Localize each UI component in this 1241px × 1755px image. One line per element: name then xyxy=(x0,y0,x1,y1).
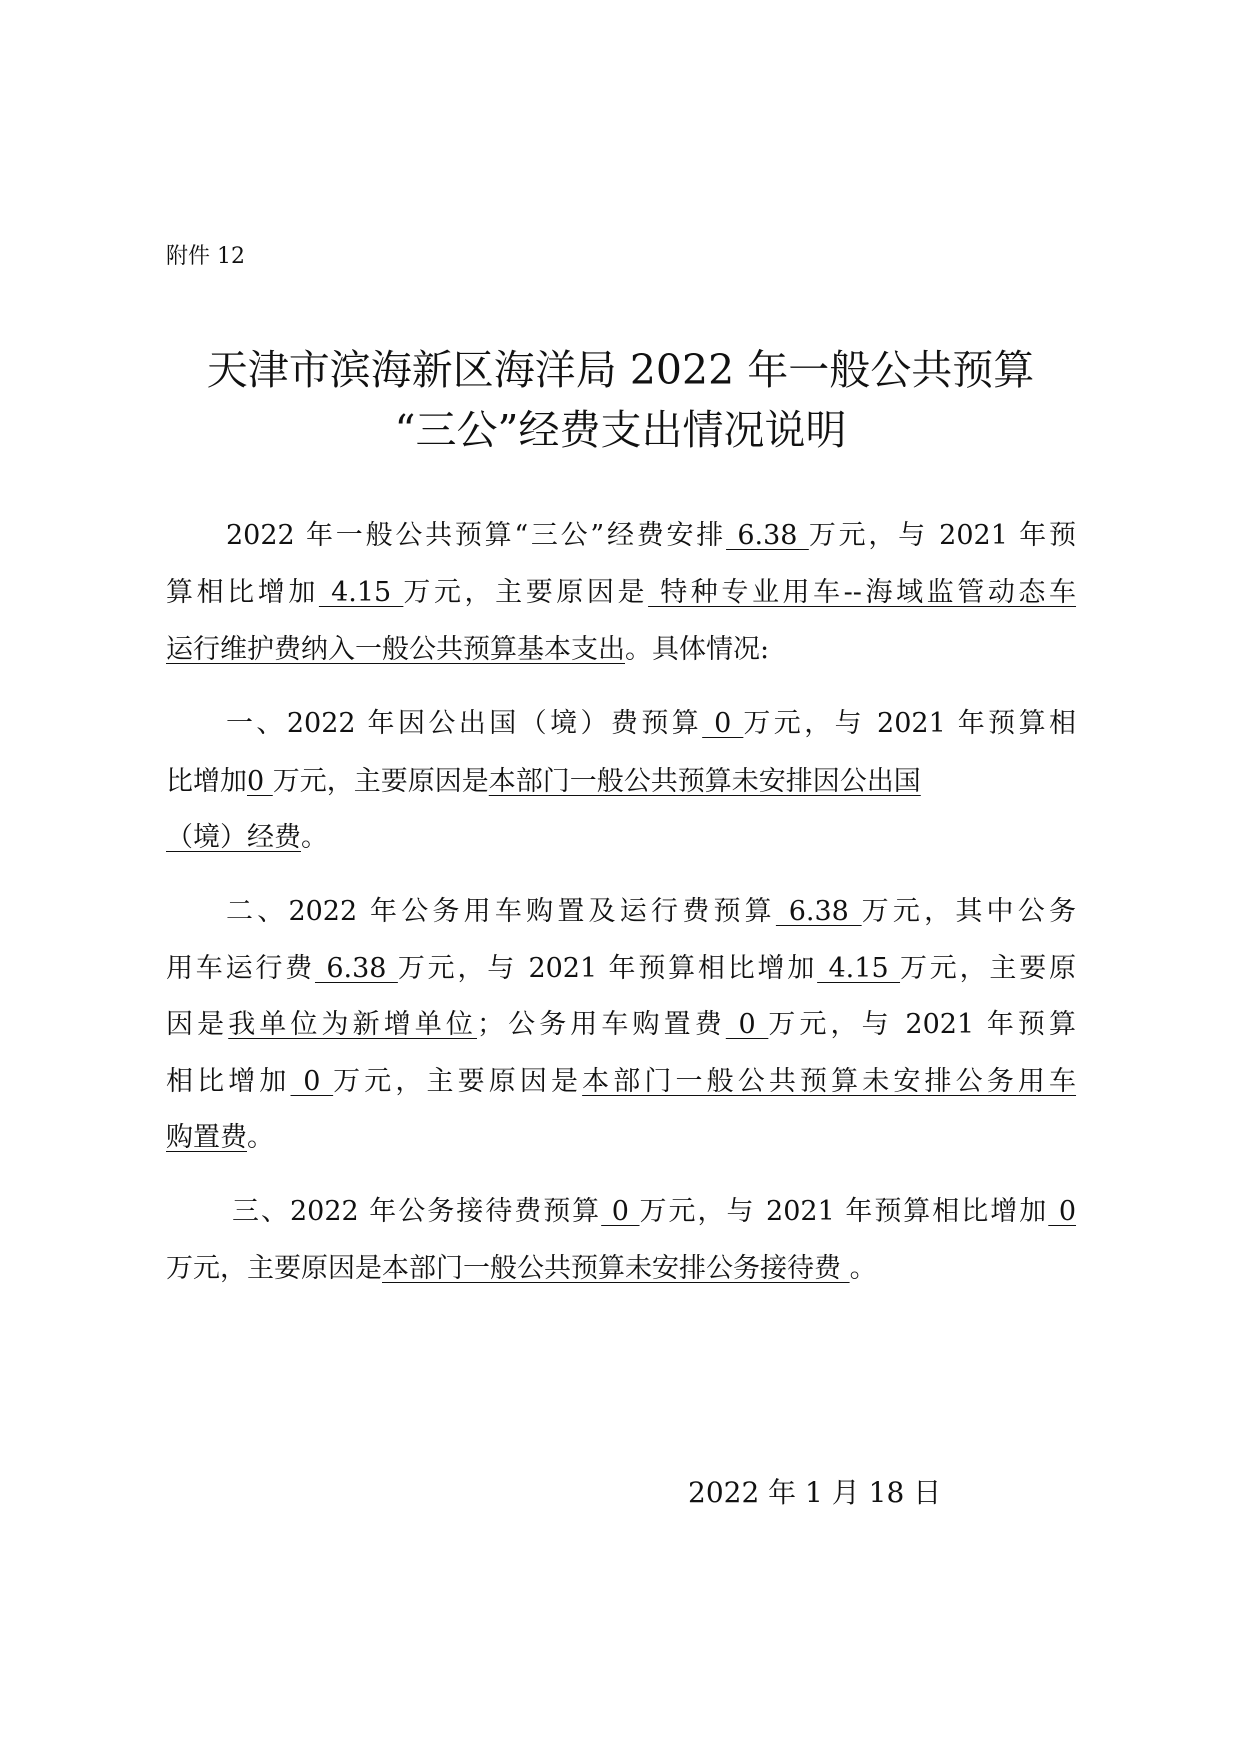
attachment-label: 附件 12 xyxy=(166,244,245,269)
overseas-reason-part-1: 本部门一般公共预算未安排因公出国 xyxy=(488,766,921,797)
vehicle-purchase-reason-part-1: 本部门一般公共预算未安排公务用车 xyxy=(582,1066,1077,1097)
vehicle-operating-increase: 4.15 xyxy=(817,953,901,984)
overseas-increase: 0 xyxy=(247,766,273,797)
vehicle-purchase-reason-part-2: 购置费 xyxy=(166,1122,247,1153)
intro-line-1: 2022 年一般公共预算“三公”经费安排 6.38 万元，与 2021 年预 xyxy=(226,520,1076,551)
section3-line-2: 万元，主要原因是本部门一般公共预算未安排公务接待费 。 xyxy=(166,1253,877,1284)
intro-line-3: 运行维护费纳入一般公共预算基本支出。具体情况: xyxy=(166,634,770,665)
total-increase: 4.15 xyxy=(318,577,404,608)
section2-line-3: 因是我单位为新增单位；公务用车购置费 0 万元，与 2021 年预算 xyxy=(166,1009,1077,1040)
reception-increase: 0 xyxy=(1048,1196,1077,1227)
intro-reason-part-1: 特种专业用车--海域监管动态车 xyxy=(648,577,1077,608)
total-amount: 6.38 xyxy=(726,520,809,551)
overseas-budget: 0 xyxy=(702,708,744,739)
document-date: 2022 年 1 月 18 日 xyxy=(688,1476,942,1509)
section1-line-3: （境）经费。 xyxy=(166,822,328,853)
vehicle-purchase-increase: 0 xyxy=(290,1066,334,1097)
intro-reason-part-2: 运行维护费纳入一般公共预算基本支出 xyxy=(166,634,625,665)
vehicle-operating-reason: 我单位为新增单位 xyxy=(228,1009,477,1040)
section1-line-1: 一、2022 年因公出国（境）费预算 0 万元，与 2021 年预算相 xyxy=(226,708,1077,739)
reception-reason: 本部门一般公共预算未安排公务接待费 xyxy=(382,1253,850,1284)
vehicle-operating-cost: 6.38 xyxy=(314,953,398,984)
vehicle-purchase-cost: 0 xyxy=(725,1009,769,1040)
reception-budget: 0 xyxy=(601,1196,640,1227)
section2-line-2: 用车运行费 6.38 万元，与 2021 年预算相比增加 4.15 万元，主要原 xyxy=(166,953,1076,984)
intro-line-2: 算相比增加 4.15 万元，主要原因是 特种专业用车--海域监管动态车 xyxy=(166,577,1077,608)
vehicle-budget: 6.38 xyxy=(775,896,862,927)
section1-line-2: 比增加0 万元，主要原因是本部门一般公共预算未安排因公出国 xyxy=(166,766,921,797)
section2-line-5: 购置费。 xyxy=(166,1122,274,1153)
section3-line-1: 三、2022 年公务接待费预算 0 万元，与 2021 年预算相比增加 0 xyxy=(232,1196,1077,1227)
section2-line-1: 二、2022 年公务用车购置及运行费预算 6.38 万元，其中公务 xyxy=(226,896,1076,927)
document-title-line-1: 天津市滨海新区海洋局 2022 年一般公共预算 xyxy=(206,346,1035,394)
section2-line-4: 相比增加 0 万元，主要原因是本部门一般公共预算未安排公务用车 xyxy=(166,1066,1077,1097)
overseas-reason-part-2: （境）经费 xyxy=(166,822,301,853)
document-title-line-2: “三公”经费支出情况说明 xyxy=(394,406,847,454)
